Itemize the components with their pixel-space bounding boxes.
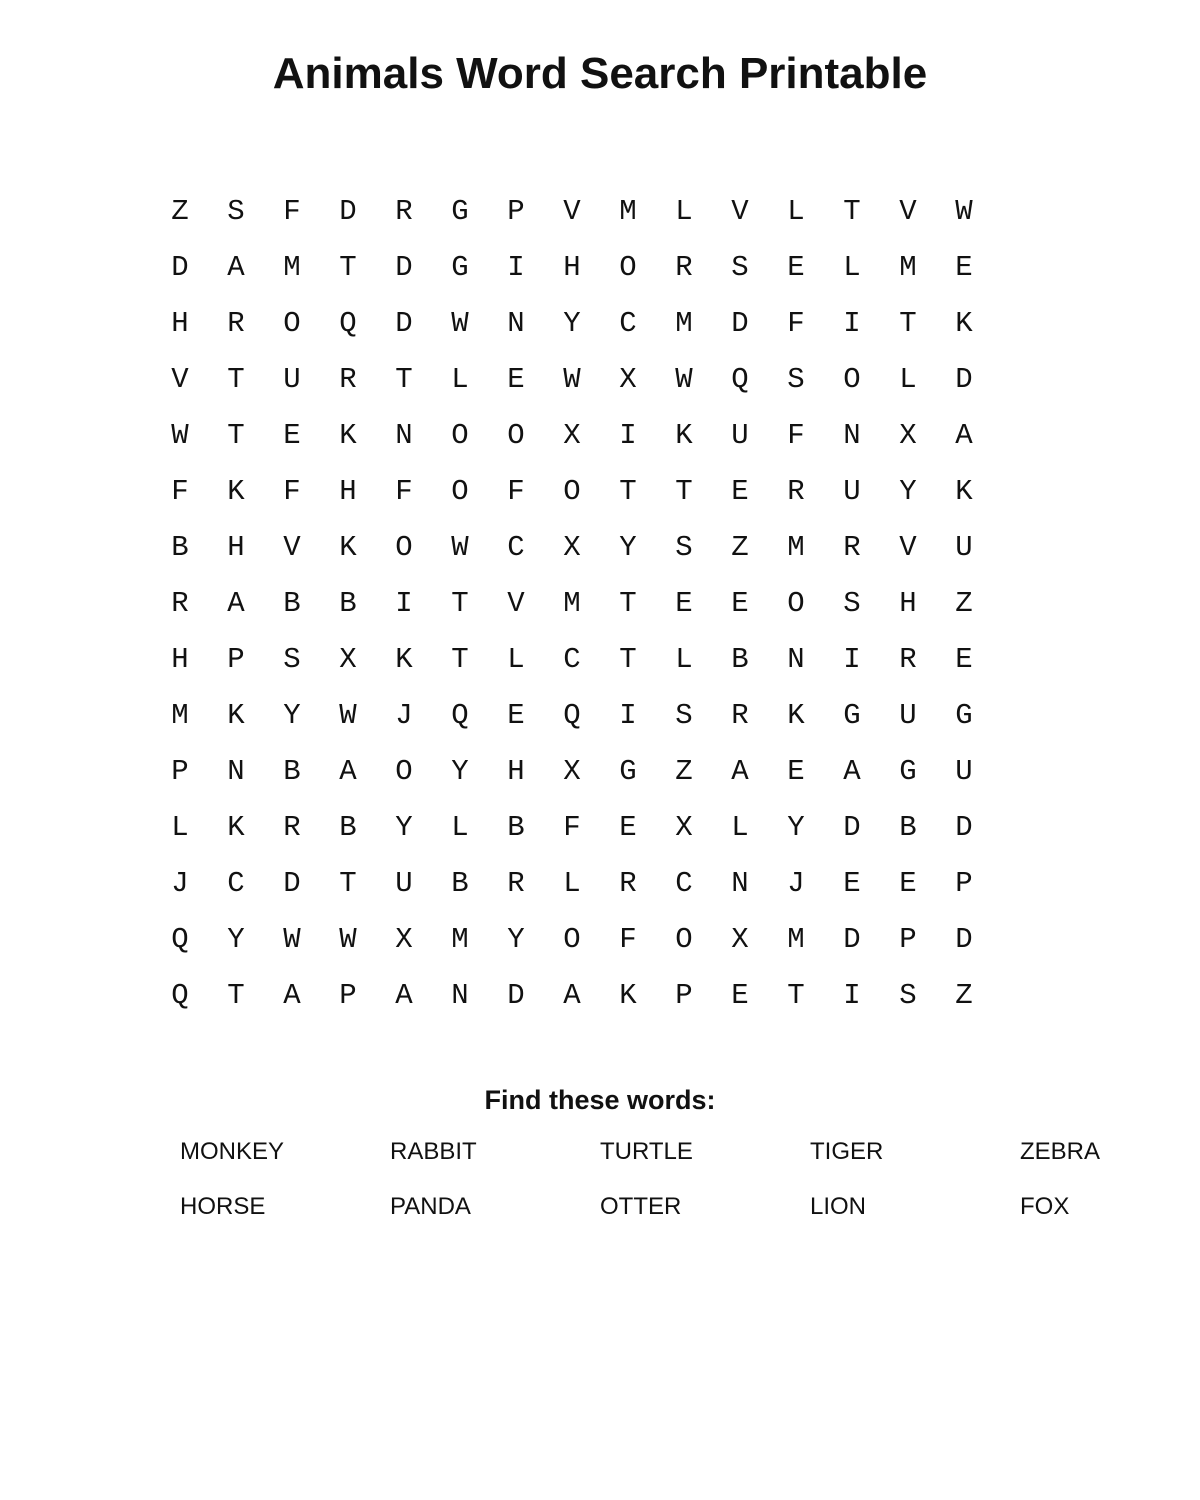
word-item: RABBIT: [390, 1138, 477, 1165]
grid-row: [152, 688, 992, 744]
grid-letter: C: [507, 531, 525, 564]
grid-letter: A: [227, 251, 245, 284]
grid-letter: D: [507, 979, 525, 1012]
grid-letter: E: [619, 811, 637, 844]
grid-letter: M: [563, 587, 581, 620]
grid-letter: L: [787, 195, 805, 228]
grid-letter: A: [955, 419, 973, 452]
grid-letter: E: [507, 699, 525, 732]
grid-letter: L: [731, 811, 749, 844]
grid-letter: K: [619, 979, 637, 1012]
grid-letter: I: [843, 307, 861, 340]
grid-letter: X: [563, 755, 581, 788]
grid-letter: U: [731, 419, 749, 452]
grid-letter: K: [675, 419, 693, 452]
grid-letter: N: [227, 755, 245, 788]
grid-letter: N: [787, 643, 805, 676]
grid-row: [152, 968, 992, 1024]
grid-letter: K: [227, 475, 245, 508]
grid-letter: G: [451, 195, 469, 228]
grid-letter: H: [563, 251, 581, 284]
grid-letter: M: [899, 251, 917, 284]
grid-letter: E: [955, 643, 973, 676]
grid-letter: Z: [731, 531, 749, 564]
grid-letter: Q: [339, 307, 357, 340]
grid-letter: U: [395, 867, 413, 900]
grid-letter: N: [843, 419, 861, 452]
grid-letter: I: [619, 419, 637, 452]
grid-letter: K: [227, 699, 245, 732]
grid-letter: I: [843, 643, 861, 676]
grid-letter: D: [955, 363, 973, 396]
grid-letter: Y: [395, 811, 413, 844]
grid-letter: T: [227, 363, 245, 396]
grid-letter: Q: [171, 923, 189, 956]
grid-letter: H: [171, 643, 189, 676]
grid-letter: L: [451, 363, 469, 396]
grid-letter: D: [395, 251, 413, 284]
grid-letter: V: [731, 195, 749, 228]
grid-letter: Y: [563, 307, 581, 340]
grid-letter: W: [955, 195, 973, 228]
grid-letter: C: [227, 867, 245, 900]
grid-letter: D: [731, 307, 749, 340]
grid-row: [152, 520, 992, 576]
grid-letter: F: [787, 419, 805, 452]
grid-letter: L: [507, 643, 525, 676]
grid-letter: G: [619, 755, 637, 788]
grid-letter: O: [395, 755, 413, 788]
grid-letter: R: [171, 587, 189, 620]
grid-letter: A: [227, 587, 245, 620]
grid-letter: R: [675, 251, 693, 284]
grid-letter: C: [563, 643, 581, 676]
grid-letter: E: [283, 419, 301, 452]
word-item: LION: [810, 1193, 867, 1220]
word-item: TURTLE: [600, 1138, 693, 1165]
grid-letter: H: [339, 475, 357, 508]
grid-letter: X: [619, 363, 637, 396]
grid-letter: R: [787, 475, 805, 508]
grid-letter: R: [507, 867, 525, 900]
grid-letter: T: [227, 979, 245, 1012]
word-item: PANDA: [390, 1193, 471, 1220]
grid-letter: W: [451, 307, 469, 340]
grid-letter: G: [899, 755, 917, 788]
letter-grid: [152, 184, 992, 1024]
grid-letter: P: [675, 979, 693, 1012]
grid-letter: P: [171, 755, 189, 788]
grid-letter: L: [563, 867, 581, 900]
grid-letter: V: [899, 195, 917, 228]
grid-letter: W: [339, 699, 357, 732]
grid-letter: B: [283, 587, 301, 620]
grid-row: [152, 240, 992, 296]
grid-letter: S: [843, 587, 861, 620]
grid-letter: O: [451, 419, 469, 452]
grid-letter: R: [899, 643, 917, 676]
grid-letter: X: [731, 923, 749, 956]
grid-letter: V: [171, 363, 189, 396]
grid-row: [152, 296, 992, 352]
grid-letter: X: [563, 531, 581, 564]
grid-letter: T: [899, 307, 917, 340]
grid-letter: E: [899, 867, 917, 900]
grid-letter: W: [283, 923, 301, 956]
grid-letter: N: [507, 307, 525, 340]
grid-letter: T: [675, 475, 693, 508]
grid-row: [152, 576, 992, 632]
grid-letter: X: [395, 923, 413, 956]
grid-letter: B: [339, 587, 357, 620]
grid-letter: L: [843, 251, 861, 284]
grid-letter: F: [283, 475, 301, 508]
grid-letter: V: [563, 195, 581, 228]
grid-letter: T: [619, 587, 637, 620]
grid-letter: N: [395, 419, 413, 452]
grid-letter: B: [339, 811, 357, 844]
grid-letter: E: [731, 979, 749, 1012]
grid-letter: F: [395, 475, 413, 508]
grid-letter: F: [563, 811, 581, 844]
grid-letter: E: [675, 587, 693, 620]
grid-letter: P: [339, 979, 357, 1012]
grid-letter: O: [563, 923, 581, 956]
grid-row: [152, 744, 992, 800]
grid-letter: K: [787, 699, 805, 732]
grid-letter: M: [619, 195, 637, 228]
grid-letter: R: [843, 531, 861, 564]
grid-letter: E: [787, 251, 805, 284]
word-item: FOX: [1020, 1193, 1070, 1220]
grid-letter: Y: [899, 475, 917, 508]
grid-letter: F: [171, 475, 189, 508]
grid-letter: P: [899, 923, 917, 956]
grid-letter: M: [787, 531, 805, 564]
grid-letter: N: [731, 867, 749, 900]
grid-letter: G: [843, 699, 861, 732]
grid-letter: B: [731, 643, 749, 676]
grid-letter: B: [507, 811, 525, 844]
grid-letter: S: [899, 979, 917, 1012]
grid-letter: Z: [955, 979, 973, 1012]
grid-letter: H: [507, 755, 525, 788]
grid-letter: S: [227, 195, 245, 228]
grid-row: [152, 800, 992, 856]
grid-letter: M: [787, 923, 805, 956]
grid-letter: R: [227, 307, 245, 340]
grid-letter: Q: [451, 699, 469, 732]
grid-letter: S: [675, 699, 693, 732]
grid-letter: S: [675, 531, 693, 564]
grid-letter: O: [283, 307, 301, 340]
grid-letter: E: [955, 251, 973, 284]
grid-letter: O: [675, 923, 693, 956]
grid-letter: A: [843, 755, 861, 788]
grid-letter: I: [843, 979, 861, 1012]
grid-letter: Z: [171, 195, 189, 228]
grid-letter: S: [731, 251, 749, 284]
grid-row: [152, 464, 992, 520]
word-item: MONKEY: [180, 1138, 285, 1165]
grid-letter: Y: [451, 755, 469, 788]
grid-letter: L: [899, 363, 917, 396]
grid-letter: K: [955, 307, 973, 340]
grid-letter: Z: [675, 755, 693, 788]
grid-letter: H: [171, 307, 189, 340]
grid-row: [152, 184, 992, 240]
grid-letter: T: [227, 419, 245, 452]
grid-letter: R: [731, 699, 749, 732]
grid-letter: M: [675, 307, 693, 340]
grid-letter: U: [955, 531, 973, 564]
grid-letter: K: [227, 811, 245, 844]
grid-letter: I: [395, 587, 413, 620]
grid-letter: Y: [283, 699, 301, 732]
grid-letter: F: [787, 307, 805, 340]
grid-letter: X: [563, 419, 581, 452]
grid-letter: A: [283, 979, 301, 1012]
grid-letter: O: [395, 531, 413, 564]
grid-letter: U: [283, 363, 301, 396]
grid-letter: E: [787, 755, 805, 788]
grid-letter: O: [619, 251, 637, 284]
grid-letter: U: [899, 699, 917, 732]
grid-letter: T: [619, 475, 637, 508]
grid-letter: F: [507, 475, 525, 508]
grid-letter: O: [787, 587, 805, 620]
grid-letter: W: [451, 531, 469, 564]
grid-letter: T: [787, 979, 805, 1012]
grid-letter: I: [507, 251, 525, 284]
grid-letter: T: [451, 643, 469, 676]
grid-row: [152, 912, 992, 968]
grid-letter: M: [171, 699, 189, 732]
grid-letter: A: [395, 979, 413, 1012]
grid-letter: T: [395, 363, 413, 396]
grid-letter: Y: [619, 531, 637, 564]
grid-letter: W: [171, 419, 189, 452]
grid-letter: D: [843, 923, 861, 956]
grid-letter: M: [451, 923, 469, 956]
grid-letter: T: [451, 587, 469, 620]
grid-letter: J: [787, 867, 805, 900]
grid-letter: E: [731, 475, 749, 508]
grid-letter: A: [731, 755, 749, 788]
grid-letter: S: [787, 363, 805, 396]
grid-letter: P: [507, 195, 525, 228]
words-heading: Find these words:: [484, 1085, 716, 1115]
grid-letter: D: [395, 307, 413, 340]
grid-row: [152, 352, 992, 408]
grid-letter: B: [171, 531, 189, 564]
grid-letter: Y: [507, 923, 525, 956]
grid-letter: T: [339, 867, 357, 900]
grid-letter: Z: [955, 587, 973, 620]
grid-letter: D: [843, 811, 861, 844]
grid-letter: S: [283, 643, 301, 676]
grid-letter: A: [563, 979, 581, 1012]
word-row: [180, 1134, 1190, 1189]
grid-letter: D: [955, 811, 973, 844]
grid-letter: W: [675, 363, 693, 396]
page-title: Animals Word Search Printable: [272, 49, 928, 98]
grid-letter: G: [451, 251, 469, 284]
grid-letter: R: [283, 811, 301, 844]
grid-letter: Y: [227, 923, 245, 956]
grid-letter: N: [451, 979, 469, 1012]
grid-letter: E: [843, 867, 861, 900]
grid-letter: B: [899, 811, 917, 844]
grid-letter: C: [619, 307, 637, 340]
grid-letter: L: [171, 811, 189, 844]
grid-letter: O: [563, 475, 581, 508]
grid-letter: V: [507, 587, 525, 620]
grid-letter: X: [339, 643, 357, 676]
grid-letter: T: [339, 251, 357, 284]
word-item: HORSE: [180, 1193, 266, 1220]
grid-letter: U: [955, 755, 973, 788]
grid-letter: O: [451, 475, 469, 508]
grid-letter: P: [955, 867, 973, 900]
grid-letter: L: [675, 643, 693, 676]
grid-letter: V: [283, 531, 301, 564]
word-list: [180, 1134, 1190, 1244]
grid-letter: F: [619, 923, 637, 956]
grid-letter: E: [507, 363, 525, 396]
grid-letter: R: [619, 867, 637, 900]
grid-letter: E: [731, 587, 749, 620]
grid-letter: D: [171, 251, 189, 284]
grid-letter: G: [955, 699, 973, 732]
grid-letter: U: [843, 475, 861, 508]
grid-letter: A: [339, 755, 357, 788]
grid-letter: M: [283, 251, 301, 284]
grid-letter: F: [283, 195, 301, 228]
grid-letter: Y: [787, 811, 805, 844]
grid-row: [152, 856, 992, 912]
word-item: TIGER: [810, 1138, 884, 1165]
grid-letter: B: [283, 755, 301, 788]
grid-letter: O: [843, 363, 861, 396]
grid-letter: D: [955, 923, 973, 956]
grid-letter: K: [395, 643, 413, 676]
grid-letter: T: [843, 195, 861, 228]
grid-letter: X: [675, 811, 693, 844]
grid-row: [152, 632, 992, 688]
grid-letter: R: [339, 363, 357, 396]
grid-letter: J: [395, 699, 413, 732]
grid-letter: K: [339, 419, 357, 452]
grid-letter: V: [899, 531, 917, 564]
grid-letter: D: [283, 867, 301, 900]
grid-letter: R: [395, 195, 413, 228]
grid-letter: W: [563, 363, 581, 396]
grid-letter: K: [955, 475, 973, 508]
word-item: OTTER: [600, 1193, 682, 1220]
grid-row: [152, 408, 992, 464]
word-item: ZEBRA: [1020, 1138, 1101, 1165]
grid-letter: P: [227, 643, 245, 676]
grid-letter: Q: [563, 699, 581, 732]
grid-letter: I: [619, 699, 637, 732]
grid-letter: D: [339, 195, 357, 228]
grid-letter: O: [507, 419, 525, 452]
grid-letter: B: [451, 867, 469, 900]
grid-letter: K: [339, 531, 357, 564]
grid-letter: Q: [731, 363, 749, 396]
grid-letter: W: [339, 923, 357, 956]
grid-letter: X: [899, 419, 917, 452]
grid-letter: T: [619, 643, 637, 676]
grid-letter: L: [451, 811, 469, 844]
grid-letter: H: [227, 531, 245, 564]
grid-letter: J: [171, 867, 189, 900]
grid-letter: H: [899, 587, 917, 620]
grid-letter: Q: [171, 979, 189, 1012]
grid-letter: L: [675, 195, 693, 228]
grid-letter: C: [675, 867, 693, 900]
word-row: [180, 1189, 1190, 1244]
